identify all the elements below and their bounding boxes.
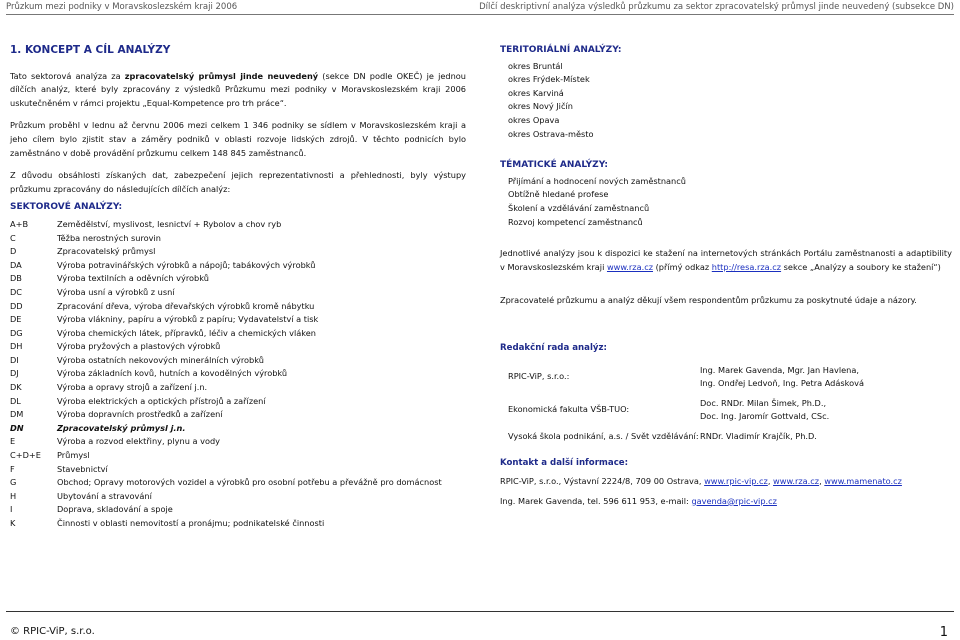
sector-code: DI (10, 354, 19, 365)
availability-text-a: Jednotlivé analýzy jsou k dispozici ke stažení na internetových stránkách Portálu zaměstnanosti a adaptibility v Moravskoslezském kraji (500, 248, 952, 272)
sector-row-c-d-e (10, 449, 466, 463)
page-number: 1 (939, 625, 948, 640)
intro-paragraph (10, 70, 466, 111)
sector-code: F (10, 463, 15, 474)
intro-text-b: (sekce DN podle OKEČ) je jednou dílčích analýz, které byly zpracovány z výsledků Průzkumu mezi podniky v Moravskoslezském kraji 2006 uskutečněném v rámci projektu „Equal-Kompetence pro trh práce“. (10, 70, 466, 108)
sector-row-dn (10, 422, 466, 436)
board-row (500, 430, 952, 444)
sector-name: Výroba textilních a oděvních výrobků (57, 273, 209, 284)
sector-name: Zemědělství, myslivost, lesnictví + Rybolov a chov ryb (57, 218, 282, 229)
board-member: RNDr. Vladimír Krajčík, Ph.D. (700, 430, 817, 441)
sector-name: Výroba pryžových a plastových výrobků (57, 341, 221, 352)
sector-row-dk (10, 381, 466, 395)
sector-code: DE (10, 314, 22, 325)
header-right: Dílčí deskriptivní analýza výsledků průzkumu za sektor zpracovatelský průmysl jinde neuvedený (subsekce DN) (479, 2, 954, 12)
sector-row-c (10, 232, 466, 246)
sector-row-e (10, 435, 466, 449)
territorial-heading: TERITORIÁLNÍ ANALÝZY: (500, 45, 622, 55)
sector-row-dm (10, 408, 466, 422)
board-organization: Ekonomická fakulta VŠB-TUO: (508, 403, 630, 414)
sector-name: Výroba dopravních prostředků a zařízení (57, 409, 223, 420)
sector-name: Výroba potravinářských výrobků a nápojů; tabákových výrobků (57, 259, 316, 270)
link-rpic[interactable]: www.rpic-vip.cz (704, 476, 768, 487)
separator: , (767, 476, 774, 487)
sector-code: DK (10, 382, 22, 393)
sector-code: DH (10, 341, 23, 352)
thematic-item: Obtížně hledané profese (508, 189, 609, 200)
sector-code: DD (10, 300, 23, 311)
right-column (500, 44, 952, 508)
link-rza-2[interactable]: www.rza.cz (773, 476, 820, 487)
sector-row-de (10, 313, 466, 327)
sector-code: C (10, 232, 16, 243)
board-row (500, 364, 952, 391)
contact-line-1 (500, 475, 952, 489)
board-member: Ing. Marek Gavenda, Mgr. Jan Havlena, (700, 364, 859, 375)
board-table (500, 364, 952, 444)
thematic-item: Rozvoj kompetencí zaměstnanců (508, 216, 643, 227)
sector-name: Výroba ostatních nekovových minerálních výrobků (57, 354, 264, 365)
sector-code: DM (10, 409, 24, 420)
sector-row-g (10, 476, 466, 490)
sector-row-d (10, 245, 466, 259)
link-mamenato[interactable]: www.mamenato.cz (824, 476, 902, 487)
board-members (700, 397, 952, 424)
sector-name: Těžba nerostných surovin (57, 232, 161, 243)
sector-code: DN (10, 422, 24, 433)
survey-paragraph: Průzkum proběhl v lednu až červnu 2006 mezi celkem 1 346 podniky se sídlem v Moravskoslezském kraji a jeho cílem bylo zjistit stav a záměry podniků v oblasti rozvoje lidských zdrojů. V těchto podnicích bylo zaměstnáno v době provádění průzkumu celkem 148 845 zaměstnanců. (10, 120, 466, 158)
sector-code: DA (10, 259, 22, 270)
sector-row-k (10, 517, 466, 531)
board-members (700, 430, 952, 444)
sector-code: DG (10, 327, 23, 338)
contact-line-2 (500, 495, 952, 509)
board-organization: Vysoká škola podnikání, a.s. / Svět vzdělávání: (508, 430, 699, 441)
thematic-item: Školení a vzdělávání zaměstnanců (508, 202, 650, 213)
intro-bold: zpracovatelský průmysl jinde neuvedený (124, 70, 319, 81)
territorial-list (500, 60, 952, 142)
sector-name: Výroba základních kovů, hutních a kovodělných výrobků (57, 368, 288, 379)
link-rza[interactable]: www.rza.cz (606, 261, 653, 272)
sector-row-da (10, 259, 466, 273)
sector-name: Výroba vlákniny, papíru a výrobků z papíru; Vydavatelství a tisk (57, 314, 319, 325)
board-organization: RPIC-ViP, s.r.o.: (508, 370, 570, 381)
email-link[interactable]: gavenda@rpic-vip.cz (691, 495, 777, 506)
contact-heading: Kontakt a další informace: (500, 458, 629, 469)
sector-name: Stavebnictví (57, 463, 108, 474)
board-member: Doc. Ing. Jaromír Gottvald, CSc. (700, 411, 830, 422)
board-row (500, 397, 952, 424)
sector-row-di (10, 354, 466, 368)
sector-name: Činnosti v oblasti nemovitostí a pronájmu; podnikatelské činnosti (57, 518, 325, 528)
thematic-heading: TÉMATICKÉ ANALÝZY: (500, 160, 609, 171)
sector-name: Zpracování dřeva, výroba dřevařských výrobků kromě nábytku (57, 300, 315, 311)
sector-code: G (10, 477, 17, 488)
sector-code: H (10, 490, 17, 501)
sector-row-h (10, 490, 466, 504)
territorial-item: okres Ostrava-město (508, 128, 594, 139)
sector-code: DB (10, 273, 22, 284)
sector-code: K (10, 518, 16, 528)
contact-person: Ing. Marek Gavenda, tel. 596 611 953, e-mail: (500, 495, 692, 506)
sector-row-dl (10, 395, 466, 409)
sector-code: C+D+E (10, 450, 41, 461)
sector-name: Obchod; Opravy motorových vozidel a výrobků pro osobní potřebu a převážně pro domácnost (57, 477, 442, 488)
sector-code: I (10, 504, 13, 515)
territorial-item: okres Nový Jičín (508, 101, 573, 112)
sector-row-db (10, 272, 466, 286)
sector-name: Ubytování a stravování (57, 490, 152, 501)
board-member: Doc. RNDr. Milan Šimek, Ph.D., (700, 397, 827, 408)
territorial-item: okres Karviná (508, 87, 564, 98)
sector-name: Zpracovatelský průmysl j.n. (57, 422, 186, 433)
left-column (10, 44, 466, 531)
thematic-list (500, 175, 952, 229)
sector-heading: SEKTOROVÉ ANALÝZY: (10, 202, 123, 213)
sector-row-dd (10, 300, 466, 314)
sector-code: DJ (10, 368, 19, 379)
sector-name: Výroba elektrických a optických přístrojů a zařízení (57, 395, 266, 406)
sector-name: Průmysl (57, 450, 90, 461)
sector-code: A+B (10, 218, 29, 229)
sector-row-f (10, 463, 466, 477)
sector-code: E (10, 436, 16, 447)
sector-list (10, 218, 466, 531)
sector-code: DC (10, 286, 23, 297)
footer-rule (6, 611, 954, 612)
sector-name: Výroba usní a výrobků z usní (57, 286, 175, 297)
sector-name: Výroba chemických látek, přípravků, léčiv a chemických vláken (57, 327, 316, 338)
sector-name: Výroba a opravy strojů a zařízení j.n. (57, 382, 208, 393)
sector-row-i (10, 503, 466, 517)
sector-code: DL (10, 395, 21, 406)
sector-name: Výroba a rozvod elektřiny, plynu a vody (57, 436, 221, 447)
link-resa[interactable]: http://resa.rza.cz (711, 261, 782, 272)
territorial-item: okres Frýdek-Místek (508, 74, 590, 85)
outputs-paragraph: Z důvodu obsáhlosti získaných dat, zabezpečení jejich reprezentativnosti a přehlednosti, byly výstupy průzkumu zpracovány do následujících dílčích analýz: (10, 170, 466, 194)
separator: , (819, 476, 825, 487)
territorial-item: okres Bruntál (508, 60, 563, 71)
sector-row-dj (10, 367, 466, 381)
sector-row-a-b (10, 218, 466, 232)
thematic-item: Přijímání a hodnocení nových zaměstnanců (508, 175, 686, 186)
board-heading: Redakční rada analýz: (500, 342, 607, 353)
header-rule (6, 14, 954, 15)
availability-text-c: sekce „Analýzy a soubory ke stažení“) (781, 261, 941, 272)
thanks-paragraph: Zpracovatelé průzkumu a analýz děkují všem respondentům průzkumu za poskytnuté údaje a názory. (500, 295, 917, 306)
board-member: Ing. Ondřej Ledvoň, Ing. Petra Adásková (700, 378, 864, 389)
availability-text-b: (přímý odkaz (653, 261, 712, 272)
sector-row-dc (10, 286, 466, 300)
board-members (700, 364, 952, 391)
sector-name: Doprava, skladování a spoje (57, 504, 173, 515)
intro-text-a: Tato sektorová analýza za (10, 70, 125, 81)
header-left: Průzkum mezi podniky v Moravskoslezském kraji 2006 (6, 2, 238, 12)
territorial-item: okres Opava (508, 114, 560, 125)
sector-row-dg (10, 327, 466, 341)
sector-code: D (10, 246, 17, 257)
footer-copyright: © RPIC-ViP, s.r.o. (10, 626, 95, 637)
sector-row-dh (10, 340, 466, 354)
availability-paragraph (500, 247, 952, 274)
sector-name: Zpracovatelský průmysl (57, 246, 156, 257)
contact-address: RPIC-ViP, s.r.o., Výstavní 2224/8, 709 00 Ostrava, (500, 476, 705, 487)
section-heading: 1. KONCEPT A CÍL ANALÝZY (10, 44, 171, 56)
